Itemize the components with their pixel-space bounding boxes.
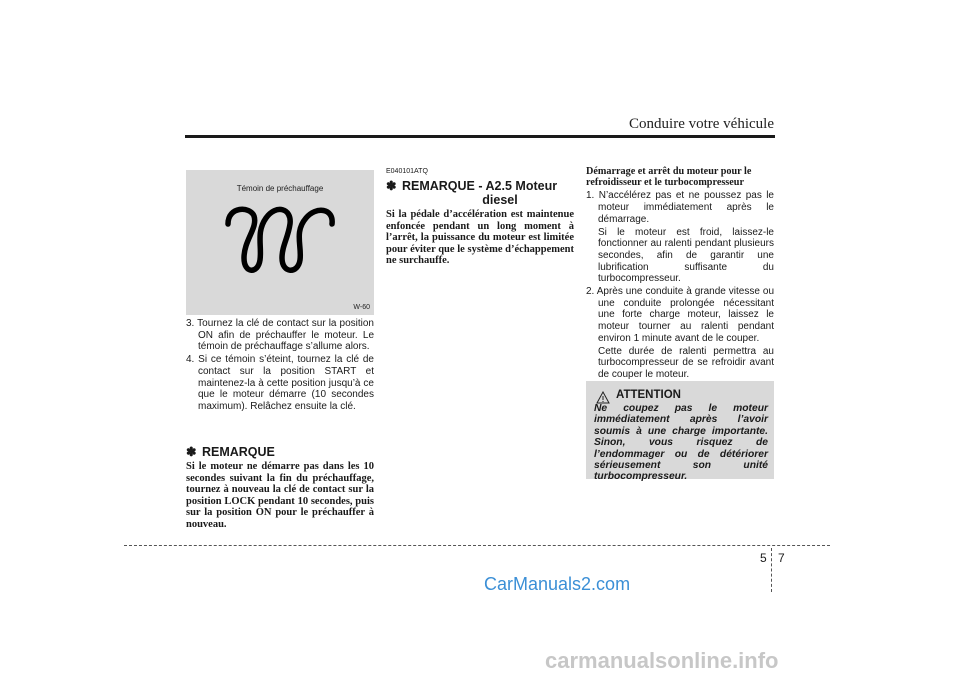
indicator-caption: Témoin de préchauffage [236, 184, 324, 193]
note-diesel [386, 168, 574, 267]
indicator-code: W-60 [353, 304, 370, 311]
page-chapter-number: 5 [760, 551, 767, 565]
turbo-steps-list [586, 190, 774, 380]
start-steps-list [186, 318, 374, 414]
header-rule [185, 135, 775, 138]
glow-plug-coil-icon [222, 202, 338, 278]
page-header-title: Conduire votre véhicule [629, 116, 774, 132]
attention-box [586, 381, 774, 483]
list-item: 3. Tournez la clé de contact sur la position ON afin de préchauffer le moteur. Le témoin de préchauffage s’allume alors. [186, 318, 374, 353]
page-divider [771, 548, 772, 592]
indicator-illustration [186, 170, 374, 315]
attention-body: Ne coupez pas le moteur immédiatement après l’avoir soumis à une charge importante. Sinon, vous risquez de l’endommager ou de détériorer sérieusement son unité turbocompresseur. [594, 403, 768, 483]
note-mark-icon: ✽ [386, 179, 397, 193]
note-body: Si la pédale d’accélération est maintenue enfoncée pendant un long moment à l’arrêt, la puissance du moteur est limitée pour éviter que le système d’échappement ne surchauffe. [386, 209, 574, 266]
note-mark-icon: ✽ [186, 445, 197, 459]
note-body: Si le moteur ne démarre pas dans les 10 secondes suivant la fin du préchauffage, tournez à nouveau la clé de contact sur la position LOCK pendant 10 secondes, puis sur la position ON pour le préchauffer à nouveau. [186, 461, 374, 530]
turbo-section [586, 166, 774, 382]
list-item-continuation: Si le moteur est froid, laissez-le fonctionner au ralenti pendant plusieurs secondes, afin de garantir une lubrification suffisante du turbocompresseur. [598, 226, 774, 285]
list-item: 4. Si ce témoin s’éteint, tournez la clé de contact sur la position START et maintenez-la à cette position jusqu’à ce que le moteur démarre (10 secondes maximum). Relâchez ensuite la clé. [186, 354, 374, 412]
list-item-continuation: Cette durée de ralenti permettra au turbocompresseur de se refroidir avant de couper le moteur. [598, 345, 774, 380]
reference-code: E040101ATQ [386, 168, 428, 175]
section-title: Démarrage et arrêt du moteur pour le refroidisseur et le turbocompresseur [586, 166, 752, 189]
warning-triangle-icon [596, 391, 610, 404]
page-number: 7 [778, 551, 785, 565]
note-heading-text: REMARQUE [201, 445, 275, 459]
note-heading [386, 178, 574, 207]
note-heading [186, 444, 374, 459]
watermark-link[interactable]: CarManuals2.com [484, 574, 631, 594]
footer-dashed-line [124, 545, 830, 546]
watermark-text: carmanualsonline.info [545, 648, 779, 673]
note-heading-text-line2: diesel [482, 193, 518, 207]
attention-heading: ATTENTION [616, 389, 681, 401]
list-item: 1. N’accélérez pas et ne poussez pas le moteur immédiatement après le démarrage. [586, 190, 774, 225]
note-preheat [186, 444, 374, 530]
list-item: 2. Après une conduite à grande vitesse ou une conduite prolongée nécessitant une forte charge moteur, laissez le moteur tourner au ralenti pendant environ 1 minute avant de le couper. [586, 286, 774, 344]
note-heading-text: REMARQUE - A2.5 Moteur [401, 179, 558, 193]
